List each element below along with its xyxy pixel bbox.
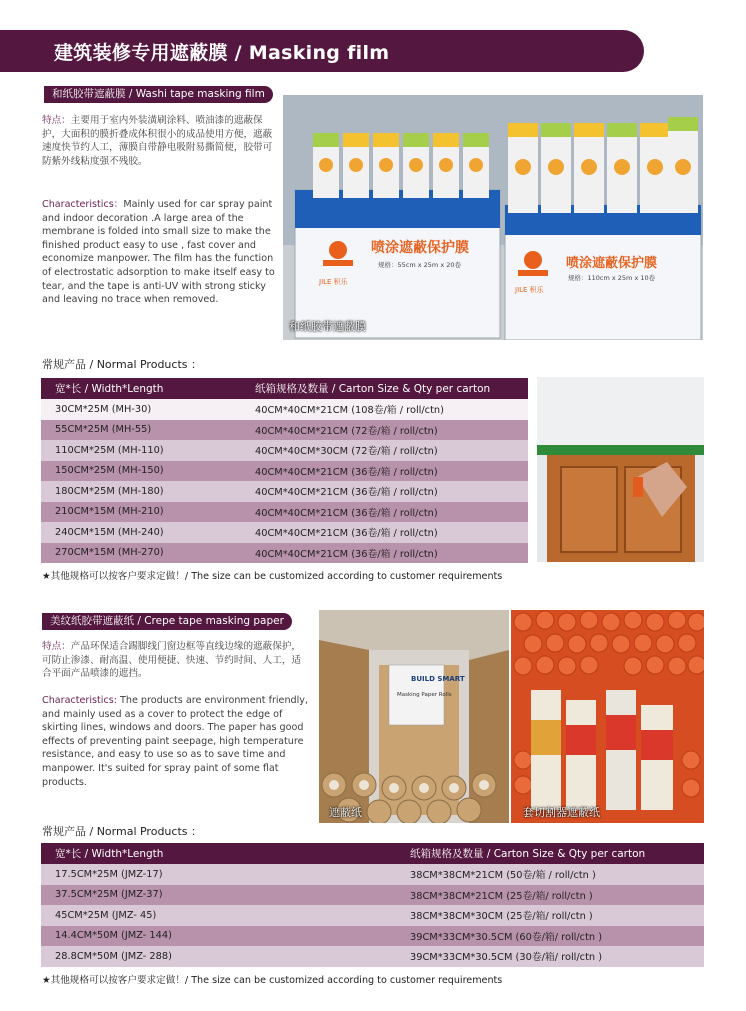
crepe-product-name: Masking Paper Rolls <box>397 692 452 698</box>
crepe-features-en-text: The products are environment friendly, and mainly used as a cover to protect the edge of skirting lines, windows and doors. The paper has good effects of preventing paint seepage, high temperature resistance, and easy to use so as to save time and manpower. It's suited for spray paint of some flat products. <box>42 695 309 788</box>
door-photo-illustration <box>537 377 704 562</box>
table-cell: 270CM*15M (MH-270) <box>41 543 241 564</box>
washi-brand-right: JILE 积乐 <box>515 286 544 294</box>
table-cell: 37.5CM*25M (JMZ-37) <box>41 885 396 906</box>
washi-box-text-right: 喷涂遮蔽保护膜 <box>566 256 658 271</box>
crepe-features-en-lead: Characteristics: <box>42 695 121 706</box>
column-header-width-length: 宽*长 / Width*Length <box>41 378 241 399</box>
table-row <box>41 420 528 441</box>
crepe-features-cn-lead: 特点： <box>42 641 71 652</box>
crepe-box-illustration <box>319 610 509 823</box>
table-header-row <box>41 843 704 864</box>
table-row <box>41 461 528 482</box>
crepe-features-en <box>42 694 310 789</box>
washi-spec-right: 规格：110cm x 25m x 10卷 <box>568 274 656 282</box>
table-row <box>41 864 704 885</box>
washi-spec-left: 规格：55cm x 25m x 20卷 <box>378 261 462 269</box>
table-cell: 40CM*40CM*21CM (36卷/箱 / roll/ctn) <box>241 461 528 482</box>
table-cell: 14.4CM*50M (JMZ- 144) <box>41 926 396 947</box>
column-header-carton: 纸箱规格及数量 / Carton Size & Qty per carton <box>396 843 704 864</box>
washi-products-title: 常规产品 / Normal Products ： <box>42 358 202 371</box>
washi-features-en-lead: Characteristics： <box>42 199 124 210</box>
table-cell: 240CM*15M (MH-240) <box>41 522 241 543</box>
crepe-product-brand: BUILD SMART <box>411 675 465 683</box>
table-cell: 17.5CM*25M (JMZ-17) <box>41 864 396 885</box>
washi-box-text-left: 喷涂遮蔽保护膜 <box>371 240 469 256</box>
table-cell: 150CM*25M (MH-150) <box>41 461 241 482</box>
table-row <box>41 926 704 947</box>
table-cell: 180CM*25M (MH-180) <box>41 481 241 502</box>
crepe-features-cn-text: 产品环保适合踢脚线门窗边框等直线边缘的遮蔽保护，可防止渗漆、耐高温、使用便捷、快速、节约时间、人工，适合平面产品喷漆的遮挡。 <box>42 641 302 680</box>
crepe-photo1-caption: 遮蔽纸 <box>329 806 362 819</box>
crepe-products-title: 常规产品 / Normal Products ： <box>42 825 202 838</box>
table-cell: 55CM*25M (MH-55) <box>41 420 241 441</box>
table-row <box>41 399 528 420</box>
crepe-custom-note: ★其他规格可以按客户要求定做！/ The size can be customized according to customer requirements <box>42 975 503 986</box>
crepe-cutter-photo <box>511 610 704 823</box>
table-cell: 39CM*33CM*30.5CM (30卷/箱/ roll/ctn ) <box>396 946 704 967</box>
table-row <box>41 885 704 906</box>
table-cell: 38CM*38CM*30CM (25卷/箱/ roll/ctn ) <box>396 905 704 926</box>
washi-photo-illustration <box>283 95 703 340</box>
column-header-width-length: 宽*长 / Width*Length <box>41 843 396 864</box>
washi-features-cn <box>42 114 278 168</box>
crepe-section-label: 美纹纸胶带遮蔽纸 / Crepe tape masking paper <box>42 613 292 630</box>
table-cell: 40CM*40CM*21CM (36卷/箱 / roll/ctn) <box>241 543 528 564</box>
table-row <box>41 946 704 967</box>
table-row <box>41 440 528 461</box>
table-cell: 39CM*33CM*30.5CM (60卷/箱/ roll/ctn ) <box>396 926 704 947</box>
table-cell: 28.8CM*50M (JMZ- 288) <box>41 946 396 967</box>
table-row <box>41 543 528 564</box>
table-cell: 38CM*38CM*21CM (25卷/箱/ roll/ctn ) <box>396 885 704 906</box>
table-row <box>41 905 704 926</box>
table-cell: 45CM*25M (JMZ- 45) <box>41 905 396 926</box>
table-cell: 40CM*40CM*30CM (72卷/箱 / roll/ctn) <box>241 440 528 461</box>
table-cell: 110CM*25M (MH-110) <box>41 440 241 461</box>
table-header-row <box>41 378 528 399</box>
table-cell: 40CM*40CM*21CM (36卷/箱 / roll/ctn) <box>241 481 528 502</box>
table-cell: 30CM*25M (MH-30) <box>41 399 241 420</box>
crepe-features-cn <box>42 640 310 681</box>
washi-photo-caption: 和纸胶带遮蔽膜 <box>289 320 366 333</box>
washi-custom-note: ★其他规格可以按客户要求定做！/ The size can be customized according to customer requirements <box>42 571 503 582</box>
table-cell: 210CM*15M (MH-210) <box>41 502 241 523</box>
table-row <box>41 502 528 523</box>
crepe-photo2-caption: 套切割器遮蔽纸 <box>523 806 600 819</box>
table-row <box>41 481 528 502</box>
washi-features-en <box>42 198 278 307</box>
table-cell: 40CM*40CM*21CM (36卷/箱 / roll/ctn) <box>241 502 528 523</box>
table-row <box>41 522 528 543</box>
washi-features-cn-lead: 特点： <box>42 115 71 126</box>
crepe-products-table <box>41 843 704 967</box>
washi-brand-left: JILE 积乐 <box>319 278 348 286</box>
door-application-photo <box>537 377 704 562</box>
table-cell: 40CM*40CM*21CM (72卷/箱 / roll/ctn) <box>241 420 528 441</box>
washi-products-table <box>41 378 528 563</box>
page-title: 建筑装修专用遮蔽膜 / Masking film <box>54 42 390 64</box>
washi-features-cn-text: 主要用于室内外装潢刷涂料、喷油漆的遮蔽保护，大面积的膜折叠成体积很小的成品使用方便，遮蔽速度快节约人工，薄膜自带静电吸附易撕简便，胶带可防紫外线粘度强不残胶。 <box>42 115 273 167</box>
washi-product-photo <box>283 95 703 340</box>
crepe-box-photo <box>319 610 509 823</box>
table-cell: 38CM*38CM*21CM (50卷/箱 / roll/ctn ) <box>396 864 704 885</box>
crepe-cutter-illustration <box>511 610 704 823</box>
washi-section-label: 和纸胶带遮蔽膜 / Washi tape masking film <box>44 86 273 103</box>
washi-features-en-text: Mainly used for car spray paint and indoor decoration .A large area of the membrane is folded into small size to make the finished product easy to use , fast cover and economize manpower. The film has the function of electrostatic adsorption to make itself easy to tear, and the tape is anti-UV with strong sticky and leaving no trace when removed. <box>42 199 275 306</box>
column-header-carton: 纸箱规格及数量 / Carton Size & Qty per carton <box>241 378 528 399</box>
table-cell: 40CM*40CM*21CM (36卷/箱 / roll/ctn) <box>241 522 528 543</box>
table-cell: 40CM*40CM*21CM (108卷/箱 / roll/ctn) <box>241 399 528 420</box>
